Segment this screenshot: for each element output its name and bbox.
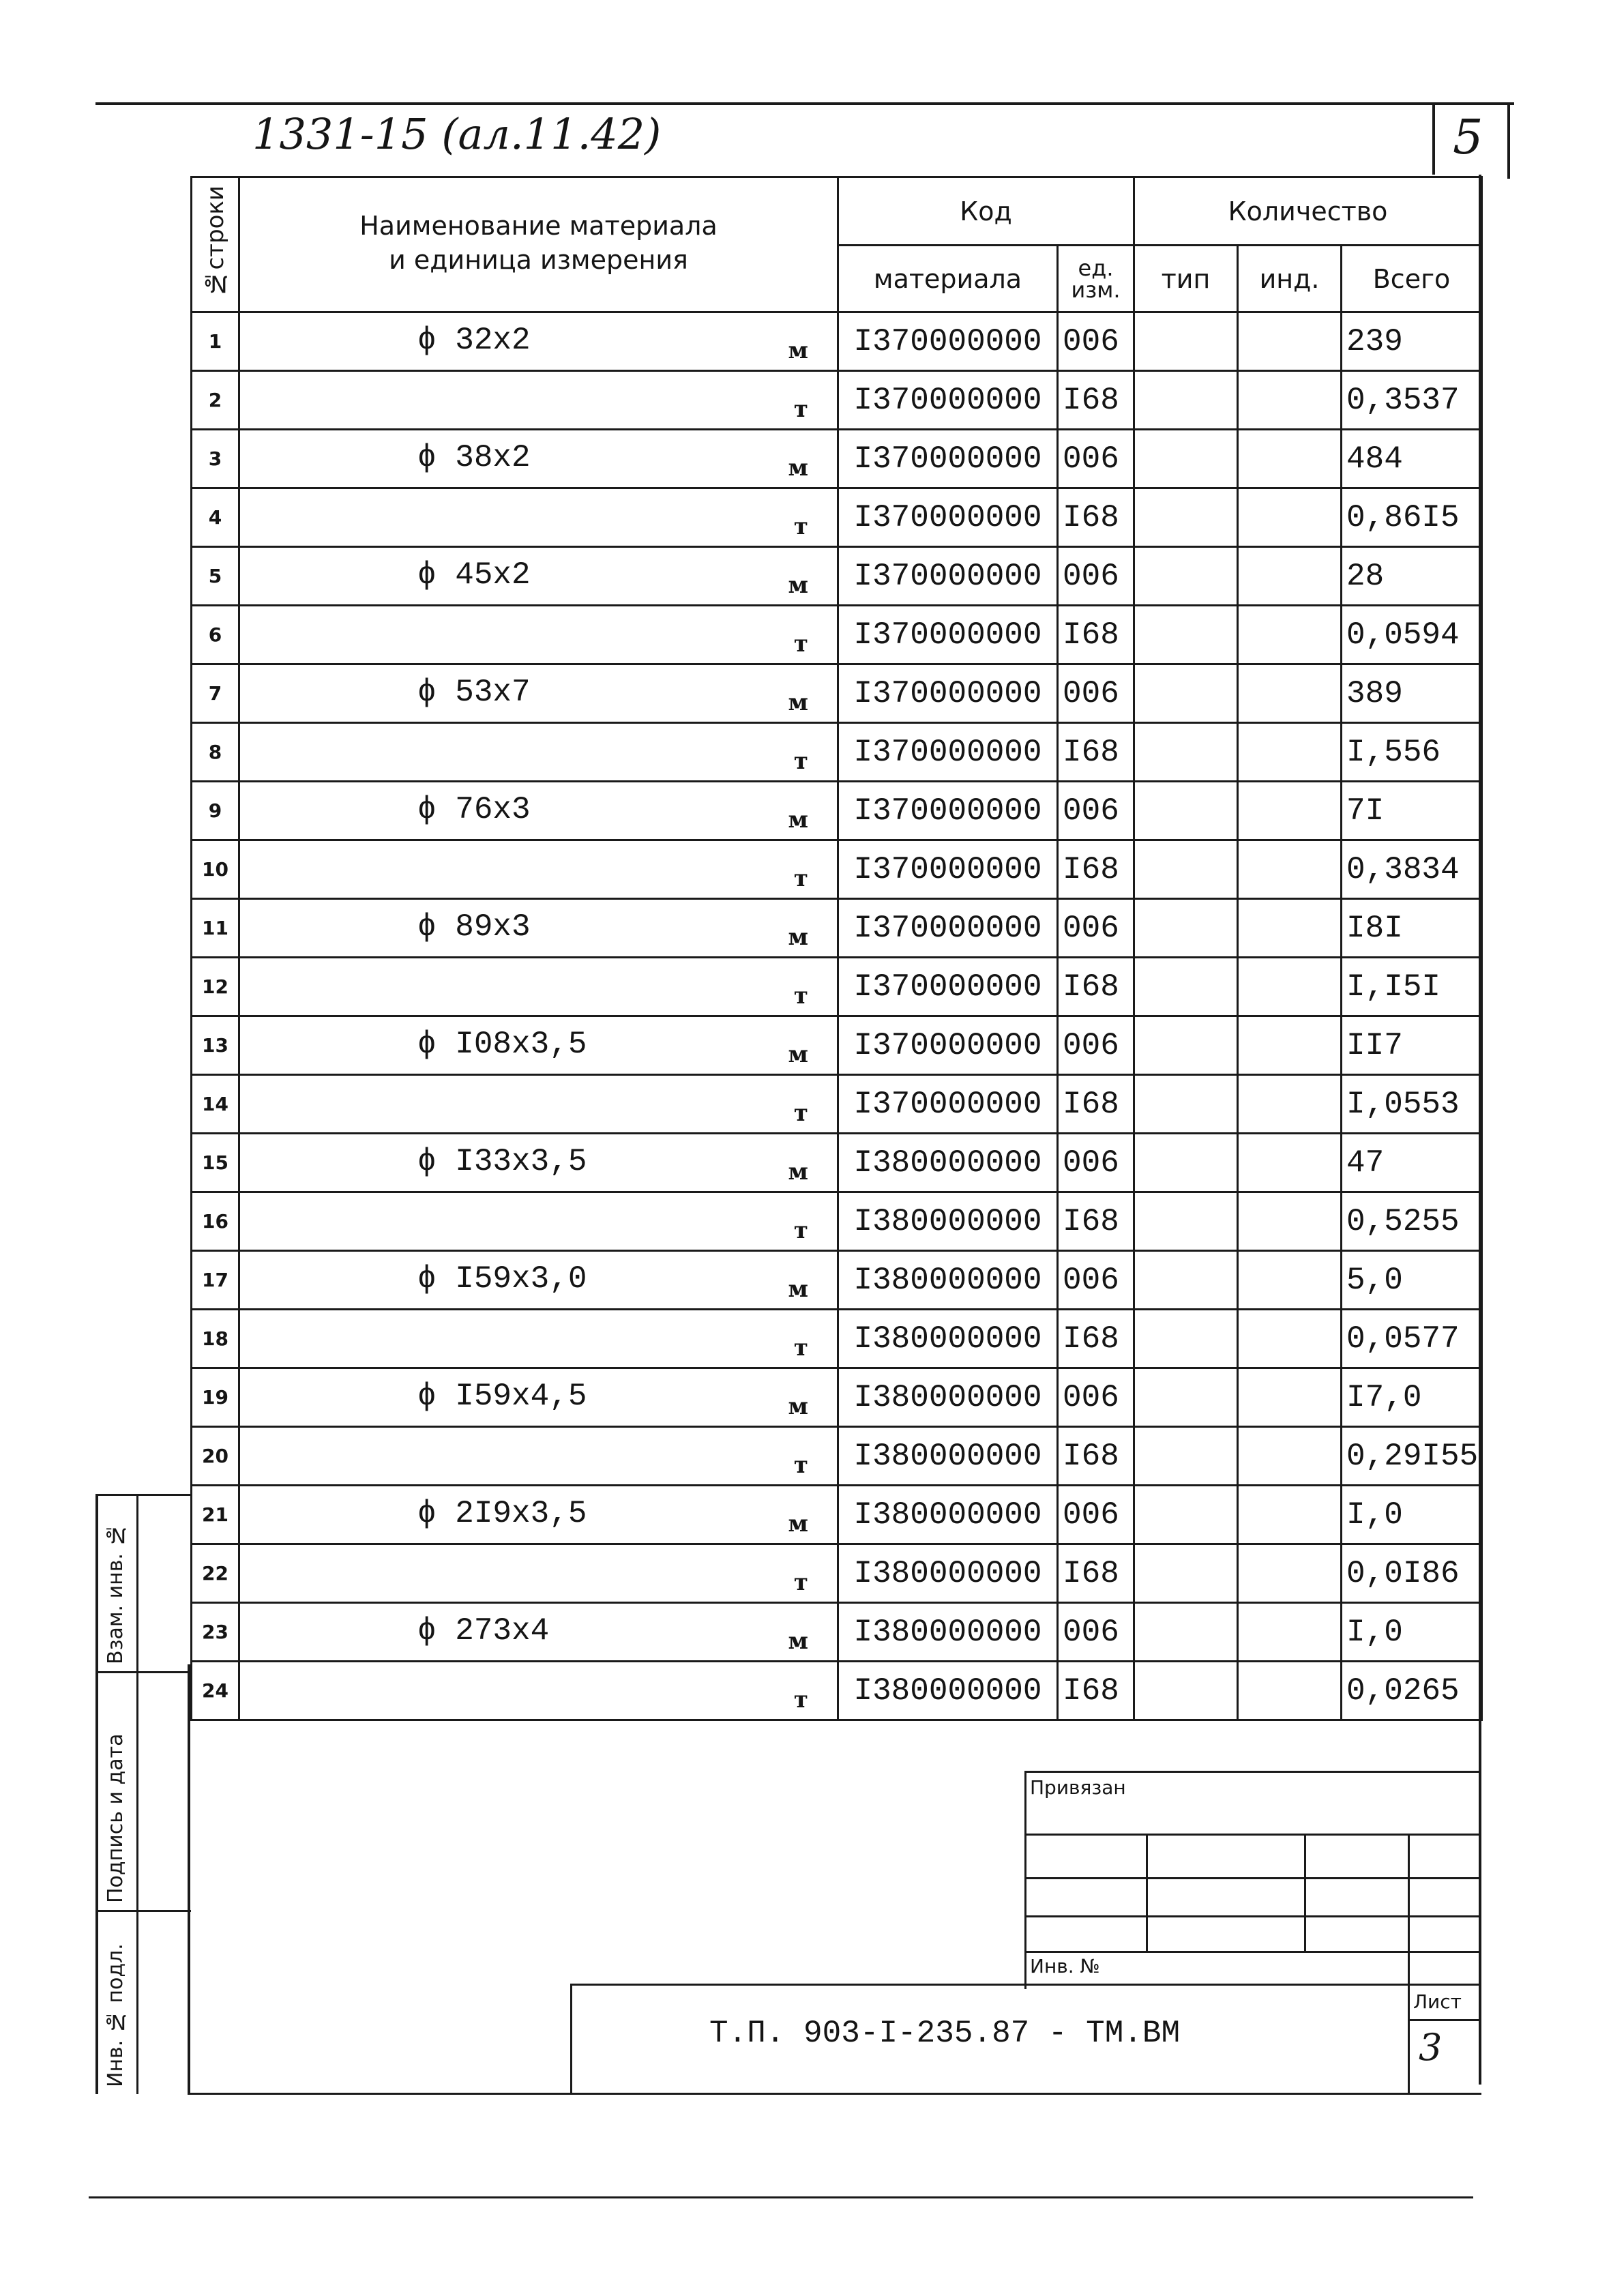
tb-v1 bbox=[1146, 1834, 1148, 1951]
qty-ind bbox=[1238, 1544, 1342, 1603]
tb-h1 bbox=[1024, 1834, 1480, 1836]
table-row bbox=[192, 488, 1482, 547]
unit-code: 006 bbox=[1058, 899, 1134, 958]
qty-type bbox=[1134, 430, 1238, 488]
unit-code: I68 bbox=[1058, 1544, 1134, 1603]
row-number: 14 bbox=[192, 1075, 239, 1134]
qty-ind bbox=[1238, 899, 1342, 958]
qty-ind bbox=[1238, 840, 1342, 899]
qty-total: 0,0I86 bbox=[1342, 1544, 1482, 1603]
qty-total: I7,0 bbox=[1342, 1368, 1482, 1427]
unit-of-measure: т bbox=[793, 1569, 808, 1596]
stamp-outer-left bbox=[95, 1494, 98, 2094]
tb-v3 bbox=[1408, 1834, 1410, 2093]
qty-type bbox=[1134, 1603, 1238, 1662]
table-row bbox=[192, 547, 1482, 606]
qty-type bbox=[1134, 1192, 1238, 1251]
pipe-size: ϕ 273x4 bbox=[417, 1613, 550, 1649]
unit-of-measure: м bbox=[788, 689, 808, 716]
qty-type bbox=[1134, 1368, 1238, 1427]
header-qty-type: тип bbox=[1134, 246, 1238, 312]
material-code: I370000000 bbox=[838, 664, 1058, 723]
qty-type bbox=[1134, 1075, 1238, 1134]
table-row bbox=[192, 1486, 1482, 1544]
qty-type bbox=[1134, 488, 1238, 547]
document-code: Т.П. 903-I-235.87 - ТМ.ВМ bbox=[709, 2016, 1181, 2051]
table-row bbox=[192, 1192, 1482, 1251]
material-name-cell bbox=[239, 1662, 838, 1720]
row-number: 13 bbox=[192, 1016, 239, 1075]
unit-code: 006 bbox=[1058, 1368, 1134, 1427]
material-code: I370000000 bbox=[838, 606, 1058, 664]
qty-type bbox=[1134, 371, 1238, 430]
qty-type bbox=[1134, 1251, 1238, 1310]
stamp-inner-left bbox=[136, 1494, 138, 2094]
page-number-box-right bbox=[1507, 104, 1510, 179]
table-row bbox=[192, 1544, 1482, 1603]
unit-code: I68 bbox=[1058, 840, 1134, 899]
unit-of-measure: м bbox=[788, 572, 808, 599]
material-code: I370000000 bbox=[838, 840, 1058, 899]
material-name-cell bbox=[239, 1427, 838, 1486]
row-number: 21 bbox=[192, 1486, 239, 1544]
qty-ind bbox=[1238, 723, 1342, 782]
material-code: I380000000 bbox=[838, 1251, 1058, 1310]
material-code: I380000000 bbox=[838, 1134, 1058, 1192]
pipe-size: ϕ I08x3,5 bbox=[417, 1027, 587, 1062]
qty-total: 389 bbox=[1342, 664, 1482, 723]
qty-ind bbox=[1238, 547, 1342, 606]
material-code: I370000000 bbox=[838, 958, 1058, 1016]
row-number: 20 bbox=[192, 1427, 239, 1486]
unit-of-measure: т bbox=[793, 748, 808, 775]
unit-of-measure: т bbox=[793, 513, 808, 540]
unit-of-measure: т bbox=[793, 1334, 808, 1362]
qty-total: II7 bbox=[1342, 1016, 1482, 1075]
qty-type bbox=[1134, 899, 1238, 958]
table-row bbox=[192, 899, 1482, 958]
material-name-cell bbox=[239, 1486, 838, 1544]
qty-ind bbox=[1238, 1192, 1342, 1251]
unit-code: 006 bbox=[1058, 1251, 1134, 1310]
qty-type bbox=[1134, 312, 1238, 371]
qty-type bbox=[1134, 782, 1238, 840]
unit-code: I68 bbox=[1058, 1192, 1134, 1251]
qty-total: 0,0577 bbox=[1342, 1310, 1482, 1368]
material-code: I370000000 bbox=[838, 371, 1058, 430]
header-code: Код bbox=[838, 177, 1134, 246]
qty-total: I,556 bbox=[1342, 723, 1482, 782]
unit-code: I68 bbox=[1058, 1662, 1134, 1720]
material-name-cell bbox=[239, 606, 838, 664]
material-name-cell bbox=[239, 782, 838, 840]
material-name-cell bbox=[239, 840, 838, 899]
pipe-size: ϕ I59x4,5 bbox=[417, 1379, 587, 1414]
sheet-label: Лист bbox=[1413, 1990, 1462, 2013]
material-name-cell bbox=[239, 547, 838, 606]
unit-code: 006 bbox=[1058, 547, 1134, 606]
qty-total: I8I bbox=[1342, 899, 1482, 958]
unit-code: I68 bbox=[1058, 371, 1134, 430]
unit-code: 006 bbox=[1058, 782, 1134, 840]
pipe-size: ϕ 38x2 bbox=[417, 440, 531, 475]
row-number: 19 bbox=[192, 1368, 239, 1427]
table-row bbox=[192, 840, 1482, 899]
unit-of-measure: т bbox=[793, 396, 808, 423]
qty-ind bbox=[1238, 606, 1342, 664]
qty-total: 484 bbox=[1342, 430, 1482, 488]
unit-code: 006 bbox=[1058, 664, 1134, 723]
material-code: I380000000 bbox=[838, 1427, 1058, 1486]
qty-type bbox=[1134, 664, 1238, 723]
material-name-cell bbox=[239, 1251, 838, 1310]
top-border bbox=[95, 102, 1514, 105]
qty-type bbox=[1134, 1486, 1238, 1544]
material-name-cell bbox=[239, 312, 838, 371]
unit-code: I68 bbox=[1058, 1310, 1134, 1368]
qty-total: 0,0265 bbox=[1342, 1662, 1482, 1720]
qty-total: 5,0 bbox=[1342, 1251, 1482, 1310]
material-code: I380000000 bbox=[838, 1603, 1058, 1662]
qty-total: I,0 bbox=[1342, 1486, 1482, 1544]
qty-ind bbox=[1238, 312, 1342, 371]
qty-ind bbox=[1238, 1251, 1342, 1310]
table-row bbox=[192, 723, 1482, 782]
unit-of-measure: м bbox=[788, 1158, 808, 1186]
replace-inv-label: Взам. инв. № bbox=[104, 1522, 128, 1664]
row-number: 16 bbox=[192, 1192, 239, 1251]
qty-total: 0,0594 bbox=[1342, 606, 1482, 664]
unit-of-measure: т bbox=[793, 1452, 808, 1479]
signature-date-label: Подпись и дата bbox=[104, 1733, 128, 1903]
stamp-divider-1 bbox=[95, 1494, 191, 1496]
page-number-box-left bbox=[1432, 104, 1435, 175]
qty-ind bbox=[1238, 664, 1342, 723]
material-code: I370000000 bbox=[838, 782, 1058, 840]
handwritten-ref: 1331-15 (ал.11.42) bbox=[252, 109, 662, 159]
material-name-cell bbox=[239, 1310, 838, 1368]
row-number: 9 bbox=[192, 782, 239, 840]
unit-of-measure: м bbox=[788, 337, 808, 364]
qty-ind bbox=[1238, 1662, 1342, 1720]
qty-ind bbox=[1238, 488, 1342, 547]
unit-of-measure: м bbox=[788, 806, 808, 834]
qty-type bbox=[1134, 840, 1238, 899]
qty-total: 0,3537 bbox=[1342, 371, 1482, 430]
header-material-name: Наименование материала и единица измерения bbox=[239, 177, 838, 312]
table-row bbox=[192, 1075, 1482, 1134]
row-number: 15 bbox=[192, 1134, 239, 1192]
qty-ind bbox=[1238, 958, 1342, 1016]
qty-ind bbox=[1238, 430, 1342, 488]
table-row bbox=[192, 430, 1482, 488]
unit-of-measure: т bbox=[793, 982, 808, 1010]
row-number: 22 bbox=[192, 1544, 239, 1603]
tb-top bbox=[1024, 1771, 1480, 1773]
qty-total: 47 bbox=[1342, 1134, 1482, 1192]
unit-code: I68 bbox=[1058, 606, 1134, 664]
qty-type bbox=[1134, 606, 1238, 664]
materials-table bbox=[190, 176, 1483, 1721]
tb-h4 bbox=[1024, 1951, 1480, 1953]
pipe-size: ϕ I59x3,0 bbox=[417, 1261, 587, 1297]
unit-code: I68 bbox=[1058, 723, 1134, 782]
unit-code: 006 bbox=[1058, 430, 1134, 488]
row-number: 8 bbox=[192, 723, 239, 782]
table-row bbox=[192, 606, 1482, 664]
material-code: I380000000 bbox=[838, 1310, 1058, 1368]
table-row bbox=[192, 664, 1482, 723]
left-frame bbox=[188, 1664, 190, 2094]
unit-code: 006 bbox=[1058, 312, 1134, 371]
table-row bbox=[192, 1310, 1482, 1368]
qty-ind bbox=[1238, 1310, 1342, 1368]
unit-code: I68 bbox=[1058, 958, 1134, 1016]
header-code-material: материала bbox=[838, 246, 1058, 312]
pipe-size: ϕ 76x3 bbox=[417, 792, 531, 827]
qty-total: 0,86I5 bbox=[1342, 488, 1482, 547]
unit-code: 006 bbox=[1058, 1134, 1134, 1192]
unit-code: I68 bbox=[1058, 1427, 1134, 1486]
qty-ind bbox=[1238, 1486, 1342, 1544]
material-code: I370000000 bbox=[838, 430, 1058, 488]
page-number: 5 bbox=[1453, 109, 1483, 165]
header-code-unit: ед. изм. bbox=[1058, 246, 1134, 312]
material-code: I380000000 bbox=[838, 1192, 1058, 1251]
qty-ind bbox=[1238, 782, 1342, 840]
unit-code: 006 bbox=[1058, 1016, 1134, 1075]
row-number: 10 bbox=[192, 840, 239, 899]
unit-code: 006 bbox=[1058, 1486, 1134, 1544]
material-name-cell bbox=[239, 1134, 838, 1192]
right-frame bbox=[1479, 175, 1481, 2085]
qty-total: 0,29I55 bbox=[1342, 1427, 1482, 1486]
table-row bbox=[192, 371, 1482, 430]
pipe-size: ϕ 32x2 bbox=[417, 323, 531, 358]
header-qty-total: Всего bbox=[1342, 246, 1482, 312]
table-row bbox=[192, 1603, 1482, 1662]
unit-of-measure: м bbox=[788, 1628, 808, 1655]
qty-total: I,0553 bbox=[1342, 1075, 1482, 1134]
table-row bbox=[192, 1368, 1482, 1427]
row-number: 2 bbox=[192, 371, 239, 430]
pipe-size: ϕ 53x7 bbox=[417, 675, 531, 710]
qty-type bbox=[1134, 1544, 1238, 1603]
material-code: I370000000 bbox=[838, 1075, 1058, 1134]
material-name-cell bbox=[239, 1603, 838, 1662]
material-name-cell bbox=[239, 723, 838, 782]
qty-type bbox=[1134, 723, 1238, 782]
tb-h3 bbox=[1024, 1915, 1480, 1917]
doc-box-top bbox=[570, 1984, 1480, 1986]
row-number: 18 bbox=[192, 1310, 239, 1368]
unit-of-measure: м bbox=[788, 924, 808, 951]
qty-type bbox=[1134, 1427, 1238, 1486]
material-name-cell bbox=[239, 899, 838, 958]
row-number: 5 bbox=[192, 547, 239, 606]
row-number: 23 bbox=[192, 1603, 239, 1662]
header-row-no: №строки bbox=[192, 177, 239, 312]
table-row bbox=[192, 782, 1482, 840]
row-number: 11 bbox=[192, 899, 239, 958]
inv-orig-label: Инв. № подл. bbox=[104, 1943, 128, 2087]
row-number: 4 bbox=[192, 488, 239, 547]
qty-total: I,I5I bbox=[1342, 958, 1482, 1016]
material-code: I370000000 bbox=[838, 312, 1058, 371]
row-number: 7 bbox=[192, 664, 239, 723]
unit-of-measure: м bbox=[788, 454, 808, 482]
table-row bbox=[192, 1662, 1482, 1720]
unit-of-measure: м bbox=[788, 1041, 808, 1068]
material-name-cell bbox=[239, 1192, 838, 1251]
material-name-cell bbox=[239, 488, 838, 547]
material-code: I370000000 bbox=[838, 547, 1058, 606]
tb-left bbox=[1024, 1771, 1026, 1989]
pipe-size: ϕ 89x3 bbox=[417, 909, 531, 945]
material-code: I370000000 bbox=[838, 899, 1058, 958]
bottom-frame bbox=[188, 2093, 1481, 2095]
stamp-divider-3 bbox=[95, 1910, 191, 1912]
qty-ind bbox=[1238, 371, 1342, 430]
material-code: I380000000 bbox=[838, 1662, 1058, 1720]
table-row bbox=[192, 1134, 1482, 1192]
inv-no-label: Инв. № bbox=[1030, 1955, 1100, 1977]
material-name-cell bbox=[239, 1075, 838, 1134]
material-code: I370000000 bbox=[838, 1016, 1058, 1075]
doc-box-left bbox=[570, 1984, 572, 2094]
tb-h2 bbox=[1024, 1877, 1480, 1879]
row-number: 1 bbox=[192, 312, 239, 371]
material-name-cell bbox=[239, 958, 838, 1016]
material-name-cell bbox=[239, 1368, 838, 1427]
qty-ind bbox=[1238, 1603, 1342, 1662]
table-row bbox=[192, 312, 1482, 371]
unit-of-measure: м bbox=[788, 1276, 808, 1303]
qty-total: 239 bbox=[1342, 312, 1482, 371]
qty-type bbox=[1134, 1310, 1238, 1368]
row-number: 6 bbox=[192, 606, 239, 664]
pipe-size: ϕ 2I9x3,5 bbox=[417, 1496, 587, 1531]
unit-code: I68 bbox=[1058, 1075, 1134, 1134]
material-code: I370000000 bbox=[838, 488, 1058, 547]
qty-total: 7I bbox=[1342, 782, 1482, 840]
bound-label: Привязан bbox=[1030, 1776, 1126, 1799]
stamp-divider-2 bbox=[95, 1671, 191, 1673]
unit-of-measure: т bbox=[793, 1217, 808, 1244]
header-quantity: Количество bbox=[1134, 177, 1482, 246]
unit-of-measure: т bbox=[793, 1686, 808, 1713]
material-name-cell bbox=[239, 430, 838, 488]
pipe-size: ϕ I33x3,5 bbox=[417, 1144, 587, 1179]
row-number: 24 bbox=[192, 1662, 239, 1720]
qty-type bbox=[1134, 1016, 1238, 1075]
material-code: I380000000 bbox=[838, 1368, 1058, 1427]
unit-code: 006 bbox=[1058, 1603, 1134, 1662]
qty-ind bbox=[1238, 1075, 1342, 1134]
material-name-cell bbox=[239, 664, 838, 723]
material-code: I370000000 bbox=[838, 723, 1058, 782]
unit-of-measure: т bbox=[793, 865, 808, 892]
tb-v2 bbox=[1304, 1834, 1306, 1951]
sheet-number: 3 bbox=[1419, 2026, 1443, 2069]
qty-ind bbox=[1238, 1134, 1342, 1192]
qty-ind bbox=[1238, 1368, 1342, 1427]
material-code: I380000000 bbox=[838, 1486, 1058, 1544]
row-number: 17 bbox=[192, 1251, 239, 1310]
qty-type bbox=[1134, 1662, 1238, 1720]
qty-type bbox=[1134, 547, 1238, 606]
material-name-cell bbox=[239, 371, 838, 430]
qty-ind bbox=[1238, 1427, 1342, 1486]
sheet-divider bbox=[1408, 2019, 1480, 2021]
unit-code: I68 bbox=[1058, 488, 1134, 547]
unit-of-measure: т bbox=[793, 630, 808, 658]
header-qty-ind: инд. bbox=[1238, 246, 1342, 312]
row-number: 3 bbox=[192, 430, 239, 488]
material-code: I380000000 bbox=[838, 1544, 1058, 1603]
table-row bbox=[192, 1251, 1482, 1310]
unit-of-measure: м bbox=[788, 1393, 808, 1420]
material-name-cell bbox=[239, 1016, 838, 1075]
qty-type bbox=[1134, 958, 1238, 1016]
table-row bbox=[192, 1427, 1482, 1486]
qty-total: 0,3834 bbox=[1342, 840, 1482, 899]
row-number: 12 bbox=[192, 958, 239, 1016]
table-row bbox=[192, 1016, 1482, 1075]
page-bottom-line bbox=[89, 2196, 1473, 2198]
qty-total: 0,5255 bbox=[1342, 1192, 1482, 1251]
unit-of-measure: т bbox=[793, 1100, 808, 1127]
qty-type bbox=[1134, 1134, 1238, 1192]
unit-of-measure: м bbox=[788, 1510, 808, 1537]
material-name-cell bbox=[239, 1544, 838, 1603]
qty-total: 28 bbox=[1342, 547, 1482, 606]
qty-ind bbox=[1238, 1016, 1342, 1075]
pipe-size: ϕ 45x2 bbox=[417, 557, 531, 593]
qty-total: I,0 bbox=[1342, 1603, 1482, 1662]
table-row bbox=[192, 958, 1482, 1016]
